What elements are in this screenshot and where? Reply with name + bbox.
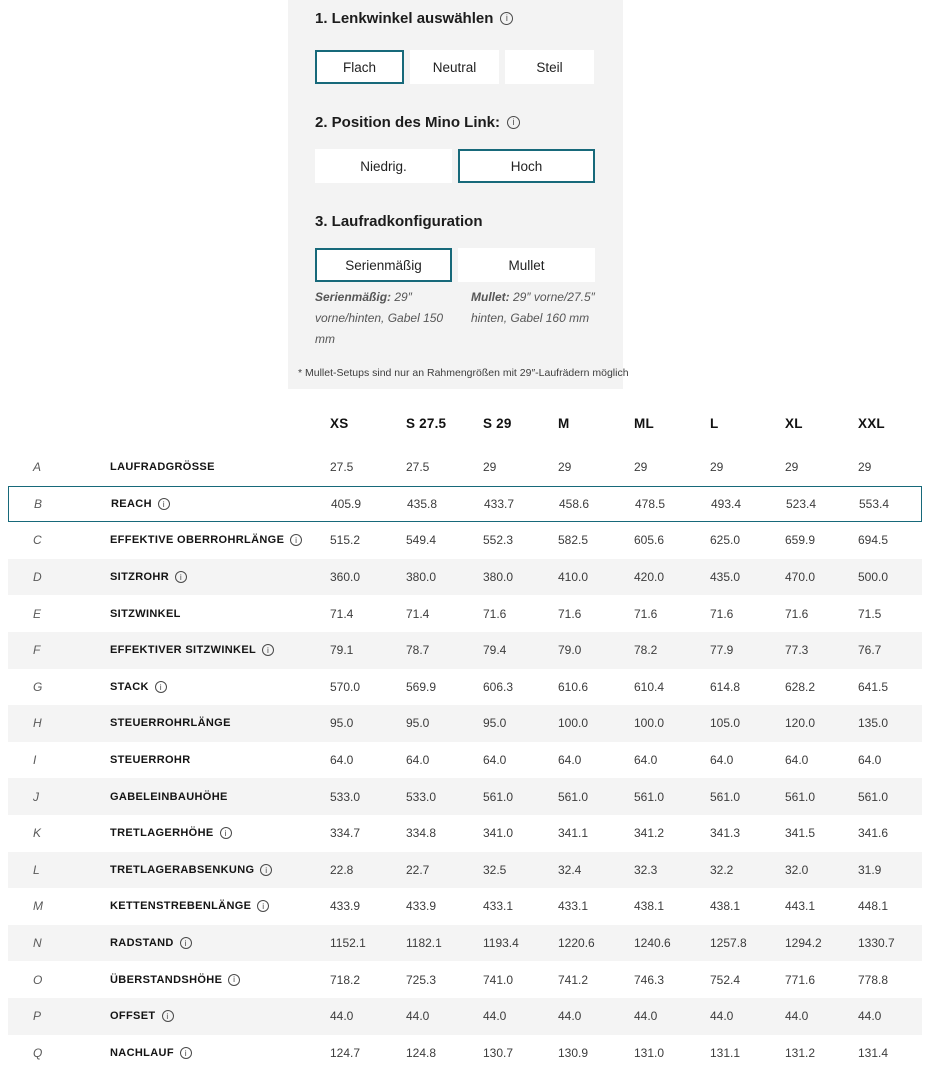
cell-i-xs: 64.0 xyxy=(330,753,354,768)
cell-n-xxl: 1330.7 xyxy=(858,936,895,951)
row-letter: N xyxy=(33,936,42,951)
row-label xyxy=(110,900,269,912)
cell-b-s-27.5: 435.8 xyxy=(407,496,438,511)
cell-g-s-27.5: 569.9 xyxy=(406,679,437,694)
cell-m-l: 438.1 xyxy=(710,899,741,914)
table-row-l[interactable] xyxy=(8,852,922,889)
table-row-b[interactable] xyxy=(8,486,922,523)
cell-d-xxl: 500.0 xyxy=(858,570,889,585)
cell-d-ml: 420.0 xyxy=(634,570,665,585)
cell-i-ml: 64.0 xyxy=(634,753,658,768)
cell-q-ml: 131.0 xyxy=(634,1045,665,1060)
cell-m-s-29: 433.1 xyxy=(483,899,514,914)
cell-f-m: 79.0 xyxy=(558,643,582,658)
row-label xyxy=(110,791,228,803)
row-label xyxy=(110,754,191,766)
info-icon[interactable]: i xyxy=(162,1010,174,1022)
cell-e-xxl: 71.5 xyxy=(858,606,882,621)
row-label xyxy=(110,864,272,876)
cell-l-s-29: 32.5 xyxy=(483,862,507,877)
row-label-text: GABELEINBAUHÖHE xyxy=(110,790,228,803)
cell-a-m: 29 xyxy=(558,460,572,475)
cell-p-ml: 44.0 xyxy=(634,1009,658,1024)
cell-b-xl: 523.4 xyxy=(786,496,817,511)
cell-o-xxl: 778.8 xyxy=(858,972,889,987)
row-label xyxy=(110,461,215,473)
cell-p-m: 44.0 xyxy=(558,1009,582,1024)
table-row-p[interactable] xyxy=(8,998,922,1035)
info-icon[interactable]: i xyxy=(290,534,302,546)
cell-i-xxl: 64.0 xyxy=(858,753,882,768)
cell-f-s-27.5: 78.7 xyxy=(406,643,430,658)
section-title-text: 3. Laufradkonfiguration xyxy=(315,213,483,230)
row-label xyxy=(110,681,167,693)
row-letter: E xyxy=(33,606,42,621)
cell-h-s-29: 95.0 xyxy=(483,716,507,731)
cell-k-xs: 334.7 xyxy=(330,826,361,841)
section-title-text: 1. Lenkwinkel auswählen xyxy=(315,10,494,27)
table-row-k[interactable] xyxy=(8,815,922,852)
row-label-text: TRETLAGERABSENKUNG xyxy=(110,863,255,876)
cell-c-xl: 659.9 xyxy=(785,533,816,548)
section-title-text: 2. Position des Mino Link: xyxy=(315,114,501,131)
option-neutral[interactable]: Neutral xyxy=(410,50,499,84)
cell-q-l: 131.1 xyxy=(710,1045,741,1060)
row-label xyxy=(110,1010,174,1022)
cell-i-xl: 64.0 xyxy=(785,753,809,768)
table-row-i[interactable] xyxy=(8,742,922,779)
cell-m-m: 433.1 xyxy=(558,899,589,914)
cell-c-xs: 515.2 xyxy=(330,533,361,548)
cell-l-xl: 32.0 xyxy=(785,862,809,877)
row-label-text: STEUERROHRLÄNGE xyxy=(110,717,231,730)
cell-l-s-27.5: 22.7 xyxy=(406,862,430,877)
cell-n-ml: 1240.6 xyxy=(634,936,671,951)
row-letter: D xyxy=(33,570,42,585)
info-icon[interactable]: i xyxy=(158,498,170,510)
option-steil[interactable]: Steil xyxy=(505,50,594,84)
serienmaessig-description xyxy=(315,287,457,350)
cell-k-s-29: 341.0 xyxy=(483,826,514,841)
cell-p-xxl: 44.0 xyxy=(858,1009,882,1024)
table-row-d[interactable] xyxy=(8,559,922,596)
cell-n-xl: 1294.2 xyxy=(785,936,822,951)
mino-link-options xyxy=(315,149,601,183)
cell-j-xs: 533.0 xyxy=(330,789,361,804)
column-header-xl: XL xyxy=(785,416,803,431)
wheel-config-descriptions xyxy=(315,287,613,350)
row-label-text: REACH xyxy=(111,497,152,510)
cell-j-s-27.5: 533.0 xyxy=(406,789,437,804)
cell-h-ml: 100.0 xyxy=(634,716,665,731)
cell-i-m: 64.0 xyxy=(558,753,582,768)
cell-p-l: 44.0 xyxy=(710,1009,734,1024)
row-label-text: STACK xyxy=(110,680,149,693)
info-icon[interactable]: i xyxy=(228,974,240,986)
cell-q-xl: 131.2 xyxy=(785,1045,816,1060)
cell-l-ml: 32.3 xyxy=(634,862,658,877)
cell-b-m: 458.6 xyxy=(559,496,590,511)
cell-o-xl: 771.6 xyxy=(785,972,816,987)
cell-e-l: 71.6 xyxy=(710,606,734,621)
cell-a-l: 29 xyxy=(710,460,724,475)
table-row-g[interactable] xyxy=(8,669,922,706)
info-icon[interactable]: i xyxy=(155,681,167,693)
geometry-config-panel xyxy=(288,0,629,389)
cell-g-s-29: 606.3 xyxy=(483,679,514,694)
cell-f-s-29: 79.4 xyxy=(483,643,507,658)
cell-k-xl: 341.5 xyxy=(785,826,816,841)
cell-l-l: 32.2 xyxy=(710,862,734,877)
row-label xyxy=(110,534,302,546)
table-row-m[interactable] xyxy=(8,888,922,925)
column-header-l: L xyxy=(710,416,719,431)
cell-h-s-27.5: 95.0 xyxy=(406,716,430,731)
description-lead: Mullet: xyxy=(471,290,510,304)
column-header-ml: ML xyxy=(634,416,654,431)
row-label xyxy=(110,608,181,620)
column-header-xxl: XXL xyxy=(858,416,885,431)
geometry-table xyxy=(0,405,932,1071)
cell-b-xxl: 553.4 xyxy=(859,496,890,511)
cell-k-xxl: 341.6 xyxy=(858,826,889,841)
row-label xyxy=(110,571,187,583)
cell-q-xs: 124.7 xyxy=(330,1045,361,1060)
cell-a-xxl: 29 xyxy=(858,460,872,475)
cell-l-xs: 22.8 xyxy=(330,862,354,877)
cell-o-s-29: 741.0 xyxy=(483,972,514,987)
row-letter: L xyxy=(33,862,40,877)
section-title-mino-link xyxy=(315,114,520,131)
info-icon[interactable]: i xyxy=(175,571,187,583)
row-label xyxy=(110,827,232,839)
cell-q-s-27.5: 124.8 xyxy=(406,1045,437,1060)
geometry-table-header xyxy=(0,405,932,449)
cell-b-l: 493.4 xyxy=(711,496,742,511)
cell-h-xl: 120.0 xyxy=(785,716,816,731)
cell-k-m: 341.1 xyxy=(558,826,589,841)
cell-d-s-27.5: 380.0 xyxy=(406,570,437,585)
cell-i-s-27.5: 64.0 xyxy=(406,753,430,768)
cell-p-xl: 44.0 xyxy=(785,1009,809,1024)
cell-i-l: 64.0 xyxy=(710,753,734,768)
cell-e-m: 71.6 xyxy=(558,606,582,621)
cell-o-m: 741.2 xyxy=(558,972,589,987)
cell-p-s-27.5: 44.0 xyxy=(406,1009,430,1024)
cell-g-xl: 628.2 xyxy=(785,679,816,694)
column-header-m: M xyxy=(558,416,570,431)
cell-d-xs: 360.0 xyxy=(330,570,361,585)
row-label-text: SITZWINKEL xyxy=(110,607,181,620)
row-letter: Q xyxy=(33,1045,43,1060)
cell-q-s-29: 130.7 xyxy=(483,1045,514,1060)
cell-n-xs: 1152.1 xyxy=(330,936,366,951)
table-row-c[interactable] xyxy=(8,522,922,559)
option-serienmaessig[interactable]: Serienmäßig xyxy=(315,248,452,282)
cell-l-xxl: 31.9 xyxy=(858,862,882,877)
row-label-text: STEUERROHR xyxy=(110,754,191,767)
cell-j-m: 561.0 xyxy=(558,789,589,804)
cell-f-xl: 77.3 xyxy=(785,643,809,658)
cell-d-l: 435.0 xyxy=(710,570,741,585)
cell-e-s-27.5: 71.4 xyxy=(406,606,430,621)
row-label xyxy=(110,1047,192,1059)
row-letter: C xyxy=(33,533,42,548)
row-letter: G xyxy=(33,679,43,694)
row-letter: M xyxy=(33,899,43,914)
description-text: 29″ vorne/27.5″ hinten, Gabel 160 mm xyxy=(471,290,595,325)
cell-a-s-27.5: 27.5 xyxy=(406,460,430,475)
cell-e-xl: 71.6 xyxy=(785,606,809,621)
cell-g-l: 614.8 xyxy=(710,679,741,694)
cell-j-xxl: 561.0 xyxy=(858,789,889,804)
row-letter: H xyxy=(33,716,42,731)
cell-f-xxl: 76.7 xyxy=(858,643,882,658)
row-letter: J xyxy=(33,789,39,804)
option-niedrig[interactable]: Niedrig. xyxy=(315,149,452,183)
description-text: 29″ vorne/hinten, Gabel 150 mm xyxy=(315,290,444,346)
cell-f-xs: 79.1 xyxy=(330,643,354,658)
cell-e-xs: 71.4 xyxy=(330,606,354,621)
info-icon[interactable]: i xyxy=(262,644,274,656)
cell-l-m: 32.4 xyxy=(558,862,582,877)
cell-p-s-29: 44.0 xyxy=(483,1009,507,1024)
info-icon[interactable]: i xyxy=(500,12,513,25)
cell-c-xxl: 694.5 xyxy=(858,533,889,548)
cell-b-xs: 405.9 xyxy=(331,496,362,511)
row-label xyxy=(110,717,231,729)
info-icon[interactable]: i xyxy=(507,116,520,129)
cell-g-m: 610.6 xyxy=(558,679,589,694)
cell-f-l: 77.9 xyxy=(710,643,734,658)
row-label-text: SITZROHR xyxy=(110,571,170,584)
cell-n-m: 1220.6 xyxy=(558,936,595,951)
table-row-o[interactable] xyxy=(8,961,922,998)
row-letter: P xyxy=(33,1009,42,1024)
cell-e-s-29: 71.6 xyxy=(483,606,507,621)
cell-c-l: 625.0 xyxy=(710,533,741,548)
cell-d-xl: 470.0 xyxy=(785,570,816,585)
cell-k-ml: 341.2 xyxy=(634,826,665,841)
cell-h-m: 100.0 xyxy=(558,716,589,731)
laufrad-options xyxy=(315,248,601,282)
info-icon[interactable]: i xyxy=(180,937,192,949)
cell-q-m: 130.9 xyxy=(558,1045,589,1060)
table-row-e[interactable] xyxy=(8,595,922,632)
info-icon[interactable]: i xyxy=(257,900,269,912)
cell-i-s-29: 64.0 xyxy=(483,753,507,768)
cell-n-l: 1257.8 xyxy=(710,936,747,951)
row-letter: F xyxy=(33,643,41,658)
row-label xyxy=(110,937,192,949)
cell-h-xs: 95.0 xyxy=(330,716,354,731)
cell-g-xxl: 641.5 xyxy=(858,679,889,694)
option-hoch[interactable]: Hoch xyxy=(458,149,595,183)
table-row-h[interactable] xyxy=(8,705,922,742)
table-row-q[interactable] xyxy=(8,1035,922,1072)
row-letter: B xyxy=(34,496,43,511)
cell-c-m: 582.5 xyxy=(558,533,589,548)
cell-e-ml: 71.6 xyxy=(634,606,658,621)
row-label-text: KETTENSTREBENLÄNGE xyxy=(110,900,252,913)
row-letter: O xyxy=(33,972,43,987)
cell-k-s-27.5: 334.8 xyxy=(406,826,437,841)
cell-m-ml: 438.1 xyxy=(634,899,665,914)
cell-o-xs: 718.2 xyxy=(330,972,361,987)
cell-m-xl: 443.1 xyxy=(785,899,816,914)
row-label xyxy=(110,644,274,656)
row-label-text: RADSTAND xyxy=(110,937,174,950)
cell-q-xxl: 131.4 xyxy=(858,1045,889,1060)
cell-o-l: 752.4 xyxy=(710,972,741,987)
cell-c-ml: 605.6 xyxy=(634,533,665,548)
row-label-text: EFFEKTIVER SITZWINKEL xyxy=(110,644,257,657)
cell-g-xs: 570.0 xyxy=(330,679,361,694)
cell-p-xs: 44.0 xyxy=(330,1009,354,1024)
cell-j-s-29: 561.0 xyxy=(483,789,514,804)
geometry-table-body xyxy=(0,449,932,1071)
cell-h-l: 105.0 xyxy=(710,716,741,731)
info-icon[interactable]: i xyxy=(180,1047,192,1059)
info-icon[interactable]: i xyxy=(260,864,272,876)
cell-a-xl: 29 xyxy=(785,460,799,475)
section-title-laufradkonfiguration xyxy=(315,213,483,230)
row-letter: I xyxy=(33,753,37,768)
mullet-footnote: * Mullet-Setups sind nur an Rahmengrößen mit 29″-Laufrädern möglich xyxy=(298,367,629,379)
cell-k-l: 341.3 xyxy=(710,826,741,841)
column-header-s-29: S 29 xyxy=(483,416,512,431)
cell-b-s-29: 433.7 xyxy=(484,496,515,511)
table-row-a[interactable] xyxy=(8,449,922,486)
cell-m-s-27.5: 433.9 xyxy=(406,899,437,914)
cell-c-s-29: 552.3 xyxy=(483,533,514,548)
lenkwinkel-options xyxy=(315,50,600,84)
cell-j-xl: 561.0 xyxy=(785,789,816,804)
option-mullet[interactable]: Mullet xyxy=(458,248,595,282)
cell-n-s-29: 1193.4 xyxy=(483,936,519,951)
row-letter: K xyxy=(33,826,42,841)
row-label-text: TRETLAGERHÖHE xyxy=(110,827,214,840)
cell-n-s-27.5: 1182.1 xyxy=(406,936,442,951)
cell-j-ml: 561.0 xyxy=(634,789,665,804)
description-lead: Serienmäßig: xyxy=(315,290,392,304)
cell-a-ml: 29 xyxy=(634,460,648,475)
cell-m-xxl: 448.1 xyxy=(858,899,889,914)
cell-o-ml: 746.3 xyxy=(634,972,665,987)
column-header-xs: XS xyxy=(330,416,349,431)
cell-f-ml: 78.2 xyxy=(634,643,658,658)
mullet-description xyxy=(471,287,613,350)
section-title-lenkwinkel xyxy=(315,10,513,27)
cell-j-l: 561.0 xyxy=(710,789,741,804)
table-row-n[interactable] xyxy=(8,925,922,962)
row-label xyxy=(111,498,170,510)
cell-h-xxl: 135.0 xyxy=(858,716,889,731)
cell-a-s-29: 29 xyxy=(483,460,497,475)
table-row-j[interactable] xyxy=(8,778,922,815)
row-label-text: ÜBERSTANDSHÖHE xyxy=(110,973,223,986)
row-label-text: OFFSET xyxy=(110,1010,156,1023)
cell-c-s-27.5: 549.4 xyxy=(406,533,437,548)
row-label-text: LAUFRADGRÖSSE xyxy=(110,461,215,474)
cell-b-ml: 478.5 xyxy=(635,496,666,511)
cell-g-ml: 610.4 xyxy=(634,679,665,694)
table-row-f[interactable] xyxy=(8,632,922,669)
cell-a-xs: 27.5 xyxy=(330,460,354,475)
row-letter: A xyxy=(33,460,42,475)
cell-o-s-27.5: 725.3 xyxy=(406,972,437,987)
cell-d-s-29: 380.0 xyxy=(483,570,514,585)
row-label-text: NACHLAUF xyxy=(110,1046,174,1059)
column-header-s-27.5: S 27.5 xyxy=(406,416,447,431)
option-flach[interactable]: Flach xyxy=(315,50,404,84)
row-label-text: EFFEKTIVE OBERROHRLÄNGE xyxy=(110,534,285,547)
cell-d-m: 410.0 xyxy=(558,570,589,585)
row-label xyxy=(110,974,240,986)
cell-m-xs: 433.9 xyxy=(330,899,361,914)
info-icon[interactable]: i xyxy=(220,827,232,839)
